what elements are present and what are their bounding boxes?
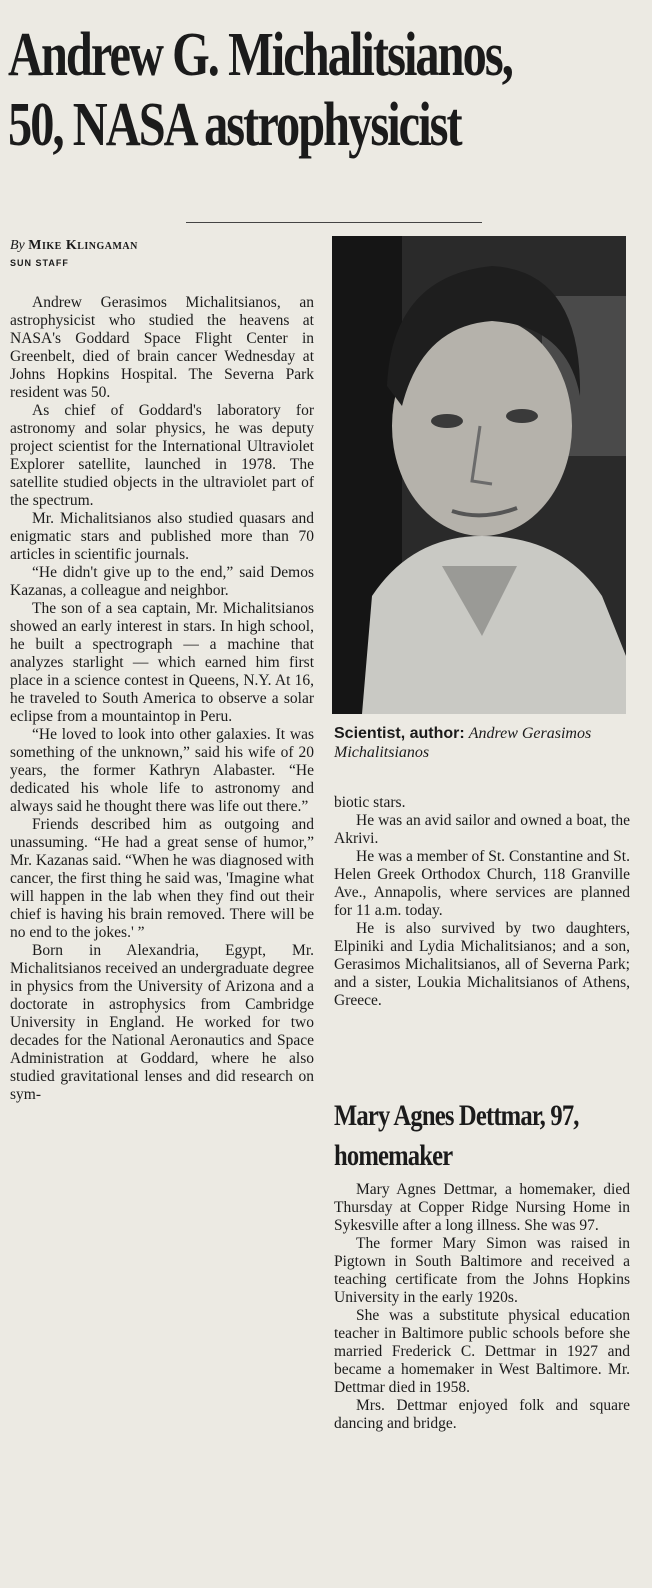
byline-by: By [10,238,25,253]
byline [10,238,138,254]
paragraph: The former Mary Simon was raised in Pigtown in South Baltimore and received a teaching certificate from the Johns Hopkins University in the early 1920s. [334,1235,630,1306]
headline [8,20,512,160]
paragraph: Mary Agnes Dettmar, a homemaker, died Thursday at Copper Ridge Nursing Home in Sykesville after a long illness. She was 97. [334,1181,630,1234]
paragraph: “He loved to look into other galaxies. It was something of the unknown,” said his wife of 20 years, the former Kathryn Alabaster. “He dedicated his whole life to astronomy and always said he thought there was life out there.” [10,726,314,815]
paragraph: biotic stars. [334,794,406,811]
caption-name: Andrew Gerasimos Michalitsianos [334,725,592,761]
portrait-illustration [332,236,626,714]
second-obituary-headline [334,1096,580,1176]
second-headline-line-1: Mary Agnes Dettmar, 97, [334,1099,579,1132]
headline-divider [186,222,482,223]
paragraph: He was an avid sailor and owned a boat, the Akrivi. [334,812,630,847]
paragraph: “He didn't give up to the end,” said Demos Kazanas, a colleague and neighbor. [10,564,314,599]
second-obituary-body [334,1181,630,1433]
second-headline-line-2: homemaker [334,1139,453,1172]
portrait-photo [332,236,626,714]
paragraph: Born in Alexandria, Egypt, Mr. Michalitsianos received an undergraduate degree in physics from the University of Arizona and a doctorate in astrophysics from Cambridge University in England. He worked for two decades for the National Aeronautics and Space Administration at Goddard, where he also studied gravitational lenses and did research on sym- [10,942,314,1103]
paragraph: He was a member of St. Constantine and St. Helen Greek Orthodox Church, 118 Granville Ave., Annapolis, where services are planned for 11 a.m. today. [334,848,630,919]
paragraph: Friends described him as outgoing and unassuming. “He had a great sense of humor,” Mr. Kazanas said. “When he was diagnosed with cancer, the first thing he said was, 'Imagine what will happen in the lab when they find out their chief is having his brain removed. There will be no end to the jokes.' ” [10,816,314,941]
headline-line-2: 50, NASA astrophysicist [8,91,461,159]
byline-staff: SUN STAFF [10,258,69,268]
caption-label: Scientist, author: [334,725,465,742]
paragraph: Mrs. Dettmar enjoyed folk and square dancing and bridge. [334,1397,630,1432]
article-right-column [334,794,630,1010]
article-left-column [10,294,314,1104]
photo-caption [334,724,630,762]
paragraph: She was a substitute physical education teacher in Baltimore public schools before she married Frederick C. Dettmar in 1927 and became a homemaker in West Baltimore. Mr. Dettmar died in 1958. [334,1307,630,1396]
paragraph: He is also survived by two daughters, Elpiniki and Lydia Michalitsianos; and a son, Gerasimos Michalitsianos, all of Severna Park; and a sister, Loukia Michalitsianos of Athens, Greece. [334,920,630,1009]
byline-author: Mike Klingaman [28,238,138,253]
paragraph: As chief of Goddard's laboratory for astronomy and solar physics, he was deputy project scientist for the International Ultraviolet Explorer satellite, launched in 1978. The satellite studied objects in the ultraviolet part of the spectrum. [10,402,314,509]
paragraph: Andrew Gerasimos Michalitsianos, an astrophysicist who studied the heavens at NASA's Goddard Space Flight Center in Greenbelt, died of brain cancer Wednesday at Johns Hopkins Hospital. The Severna Park resident was 50. [10,294,314,401]
paragraph: The son of a sea captain, Mr. Michalitsianos showed an early interest in stars. In high school, he built a spectrograph — a machine that analyzes starlight — which earned him first place in a science contest in Queens, N.Y. At 16, he traveled to South America to observe a solar eclipse from a mountaintop in Peru. [10,600,314,725]
paragraph: Mr. Michalitsianos also studied quasars and enigmatic stars and published more than 70 articles in scientific journals. [10,510,314,563]
headline-line-1: Andrew G. Michalitsianos, [8,21,512,89]
